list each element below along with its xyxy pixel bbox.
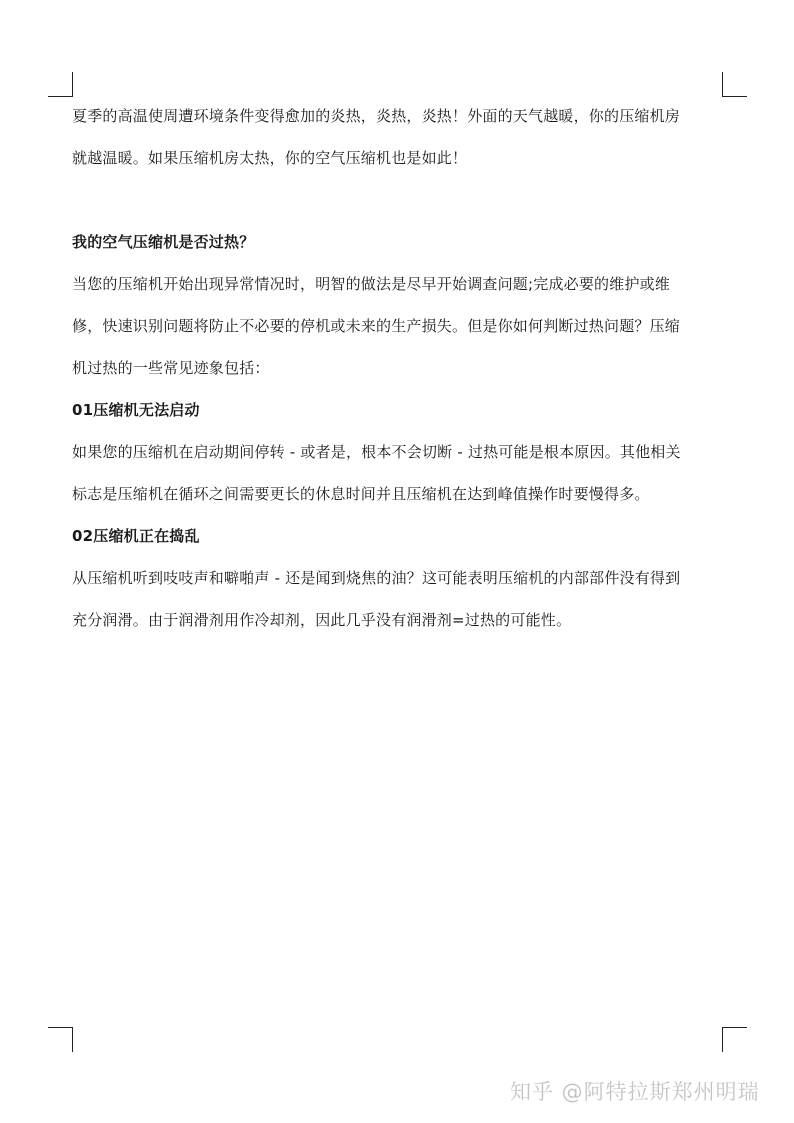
crop-mark-bottom-left (48, 1027, 73, 1052)
sign2-heading: 02压缩机正在捣乱 (72, 527, 200, 545)
section-line: 修，快速识别问题将防止不必要的停机或未来的生产损失。但是你如何判断过热问题？压缩 (72, 317, 681, 335)
paragraph-gap (72, 184, 726, 226)
sign1-line: 如果您的压缩机在启动期间停转 - 或者是，根本不会切断 - 过热可能是根本原因。其他相关 (72, 443, 681, 461)
crop-mark-bottom-right (722, 1027, 747, 1052)
sign1-heading: 01压缩机无法启动 (72, 401, 200, 419)
section-heading: 我的空气压缩机是否过热？ (72, 233, 255, 251)
section-line: 机过热的一些常见迹象包括： (72, 359, 270, 377)
watermark-text: 知乎 @阿特拉斯郑州明瑞 (510, 1080, 760, 1104)
sign2-line: 充分润滑。由于润滑剂用作冷却剂，因此几乎没有润滑剂=过热的可能性。 (72, 611, 572, 629)
sign1-line: 标志是压缩机在循环之间需要更长的休息时间并且压缩机在达到峰值操作时要慢得多。 (72, 485, 650, 503)
crop-mark-top-left (48, 72, 73, 97)
section-line: 当您的压缩机开始出现异常情况时，明智的做法是尽早开始调查问题;完成必要的维护或维 (72, 275, 671, 293)
document-body (72, 100, 726, 646)
intro-line: 就越温暖。如果压缩机房太热，你的空气压缩机也是如此！ (72, 149, 468, 167)
crop-mark-top-right (722, 72, 747, 97)
sign2-line: 从压缩机听到吱吱声和噼啪声 - 还是闻到烧焦的油？这可能表明压缩机的内部部件没有得到 (72, 569, 681, 587)
intro-line: 夏季的高温使周遭环境条件变得愈加的炎热，炎热，炎热！外面的天气越暖，你的压缩机房 (72, 107, 681, 125)
